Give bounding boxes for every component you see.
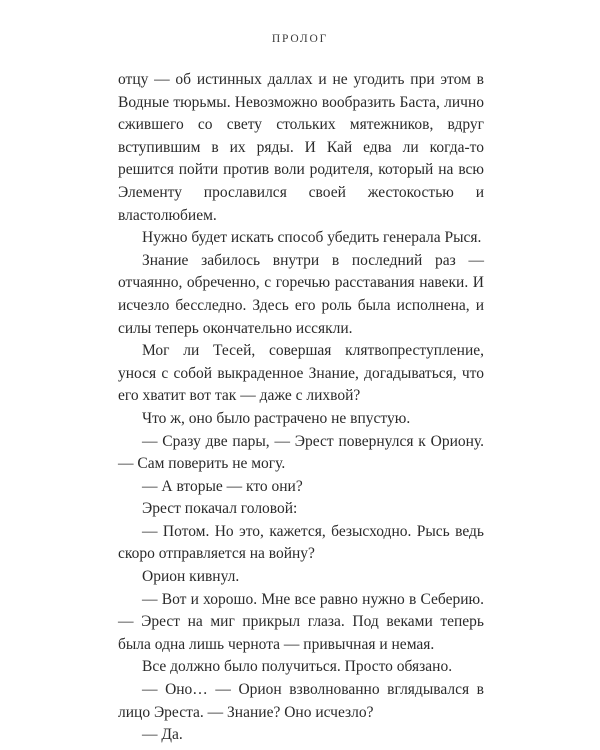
paragraph: отцу — об истинных даллах и не угодить при этом в Водные тюрьмы. Невозможно вообразить Баста, лично сжившего со свету стольких мятежников, вдруг вступившим в их ряды. И Кай едва ли когда-то решится пойти против воли родителя, который на всю Элементу прославился своей жестокостью и властолюбием.: [118, 71, 484, 224]
running-head: ПРОЛОГ: [271, 33, 329, 45]
paragraph: Эрест покачал головой:: [142, 500, 298, 518]
paragraph: Мог ли Тесей, совершая клятвопреступление, унося с собой выкраденное Знание, догадываться, что его хватит вот так — даже с лихвой?: [118, 342, 484, 405]
body-text: [118, 69, 484, 747]
paragraph: Все должно было получиться. Просто обязано.: [142, 658, 453, 676]
paragraph: Нужно будет искать способ убедить генерала Рыся.: [142, 229, 482, 247]
paragraph: Что ж, оно было растрачено не впустую.: [142, 409, 411, 427]
paragraph: — Сразу две пары, — Эрест повернулся к Ориону. — Сам поверить не могу.: [118, 432, 484, 473]
paragraph: Орион кивнул.: [142, 568, 240, 586]
paragraph: — Потом. Но это, кажется, безысходно. Рысь ведь скоро отправляется на войну?: [118, 522, 484, 563]
paragraph: — Да.: [142, 726, 183, 744]
paragraph: Знание забилось внутри в последний раз — отчаянно, обреченно, с горечью расставания навеки. И исчезло бесследно. Здесь его роль была исполнена, и силы теперь окончательно иссякли.: [118, 251, 484, 337]
paragraph: — А вторые — кто они?: [142, 477, 303, 495]
paragraph: — Оно… — Орион взволнованно вглядывался в лицо Эреста. — Знание? Оно исчезло?: [118, 681, 484, 721]
paragraph: — Вот и хорошо. Мне все равно нужно в Себерию. — Эрест на миг прикрыл глаза. Под веками теперь была одна лишь чернота — привычная и немая.: [118, 590, 484, 653]
